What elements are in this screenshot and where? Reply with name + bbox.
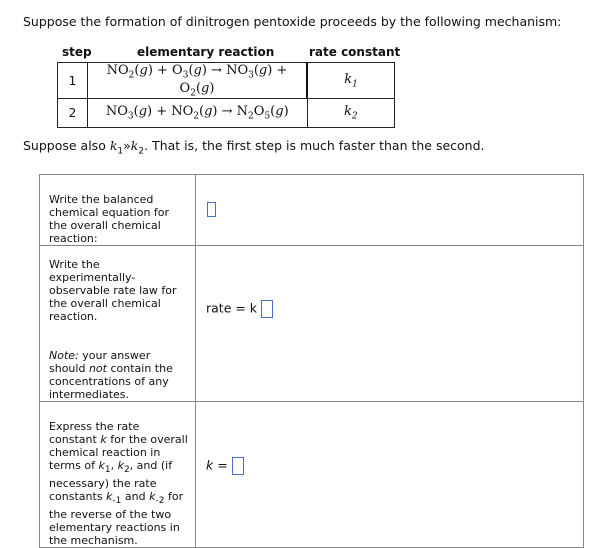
equation-input[interactable] — [207, 202, 216, 217]
question-rate-law — [40, 246, 196, 402]
note-label: Note: — [49, 349, 79, 362]
question-rate-constant: Express the rate constant k for the overall chemical reaction in terms of $k_1$, $k_2$, and (if necessary) the rate constants $k_{-1}$ and $k_{-2}$ for the reverse of the two elementary reactions in the mechanism. — [40, 402, 196, 548]
answer-row-equation — [40, 175, 584, 246]
note-text-a: your answer should — [49, 349, 151, 375]
rate-constant-2: $k_2$ — [307, 99, 395, 128]
rate-constant-line — [206, 457, 244, 475]
step-number-2: 2 — [58, 99, 88, 128]
answer-table — [39, 174, 584, 548]
mechanism-row-2 — [58, 99, 395, 128]
rate-constant-input[interactable] — [232, 457, 244, 475]
rate-constant-prefix: k = — [206, 457, 228, 473]
rate-constant-1: $k_1$ — [307, 63, 395, 99]
rate-law-input[interactable] — [261, 300, 273, 318]
elementary-reaction-header: elementary reaction — [137, 45, 275, 59]
rate-constant-header: rate constant — [309, 45, 401, 59]
assumption-text: Suppose also $k_1»k_2$. That is, the first step is much faster than the second. — [23, 138, 485, 157]
intro-text: Suppose the formation of dinitrogen pentoxide proceeds by the following mechanism: — [23, 14, 562, 29]
question-2-note — [49, 349, 189, 401]
equation-answer-cell — [196, 175, 584, 246]
assumption-prefix: Suppose also — [23, 138, 106, 153]
answer-row-rate-constant — [40, 402, 584, 548]
answer-row-rate-law — [40, 246, 584, 402]
question-2-text: Write the experimentally-observable rate law for the overall chemical reaction. — [49, 258, 177, 323]
mechanism-row-1 — [58, 63, 395, 99]
rate-law-answer-cell — [196, 246, 584, 402]
rate-constant-answer-cell — [196, 402, 584, 548]
note-not: not — [88, 362, 107, 375]
rate-law-prefix: rate = k — [206, 300, 258, 316]
step-header: step — [62, 45, 92, 59]
note-text-b: contain the concentrations of any intermediates. — [49, 362, 173, 401]
question-1-text: Write the balanced chemical equation for the overall chemical reaction: — [49, 193, 170, 245]
rate-law-line — [206, 300, 273, 318]
step-number-1: 1 — [58, 63, 88, 99]
reaction-1: $NO_2(g) + O_3(g) \to NO_3(g) + O_2(g)$ — [88, 63, 308, 99]
assumption-suffix: . That is, the first step is much faster than the second. — [144, 138, 485, 153]
question-balanced-equation — [40, 175, 196, 246]
mechanism-table — [57, 62, 395, 128]
reaction-2: $NO_3(g) + NO_2(g) \to N_2O_5(g)$ — [88, 99, 308, 128]
